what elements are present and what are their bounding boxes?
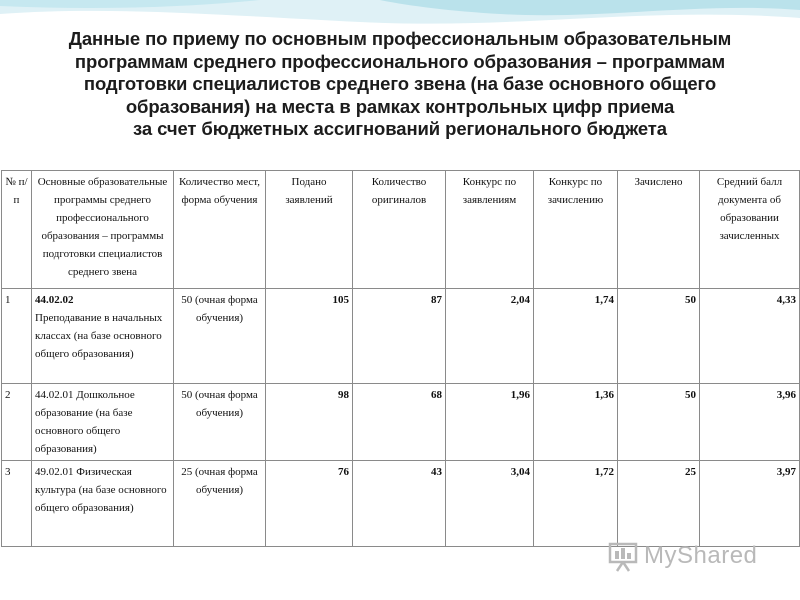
contest-applications-cell: 2,04 [446,289,534,384]
applications-cell: 98 [266,384,353,461]
program-code: 44.02.02 [35,294,74,306]
watermark [606,536,757,576]
title-line: Данные по приему по основным профессиональным образовательным [68,28,732,49]
enrolled-cell: 50 [618,289,700,384]
program-cell [32,289,174,384]
avg-score-cell: 4,33 [700,289,800,384]
table-header-row [2,171,800,289]
contest-enrollment-cell: 1,72 [534,461,618,547]
row-number: 2 [2,384,32,461]
program-cell: 49.02.01 Физическая культура (на базе основного общего образования) [32,461,174,547]
header-seats: Количество мест, форма обучения [174,171,266,289]
contest-applications-cell: 3,04 [446,461,534,547]
avg-score-cell: 3,96 [700,384,800,461]
avg-score-cell: 3,97 [700,461,800,547]
program-name: Преподавание в начальных классах (на базе основного общего образования) [35,312,163,360]
watermark-text: MyShared [644,542,758,569]
header-contest-applications: Конкурс по заявлениям [446,171,534,289]
slide-title [20,28,780,141]
title-line: за счет бюджетных ассигнований регионального бюджета [133,118,667,139]
header-originals: Количество оригиналов [353,171,446,289]
seats-cell: 50 (очная форма обучения) [174,289,266,384]
originals-cell: 87 [353,289,446,384]
presentation-board-icon [606,539,640,573]
header-enrolled: Зачислено [618,171,700,289]
header-num: № п/п [2,171,32,289]
originals-cell: 43 [353,461,446,547]
seats-cell: 25 (очная форма обучения) [174,461,266,547]
contest-enrollment-cell: 1,74 [534,289,618,384]
row-number: 3 [2,461,32,547]
admission-table [1,170,800,547]
table-row [2,289,800,384]
title-line: подготовки специалистов среднего звена (на базе основного общего [83,73,717,94]
applications-cell: 76 [266,461,353,547]
row-number: 1 [2,289,32,384]
table-row [2,461,800,547]
enrolled-cell: 25 [618,461,700,547]
program-cell: 44.02.01 Дошкольное образование (на базе основного общего образования) [32,384,174,461]
contest-enrollment-cell: 1,36 [534,384,618,461]
seats-cell: 50 (очная форма обучения) [174,384,266,461]
title-line: образования) на места в рамках контрольных цифр приема [125,95,675,117]
header-applications: Подано заявлений [266,171,353,289]
header-program: Основные образовательные программы среднего профессионального образования – программы подготовки специалистов среднего звена [32,171,174,289]
title-line: программам среднего профессионального образования – программам [74,50,726,72]
applications-cell: 105 [266,289,353,384]
contest-applications-cell: 1,96 [446,384,534,461]
enrolled-cell: 50 [618,384,700,461]
header-contest-enrollment: Конкурс по зачислению [534,171,618,289]
originals-cell: 68 [353,384,446,461]
table-row [2,384,800,461]
header-avg-score: Средний балл документа об образовании зачисленных [700,171,800,289]
